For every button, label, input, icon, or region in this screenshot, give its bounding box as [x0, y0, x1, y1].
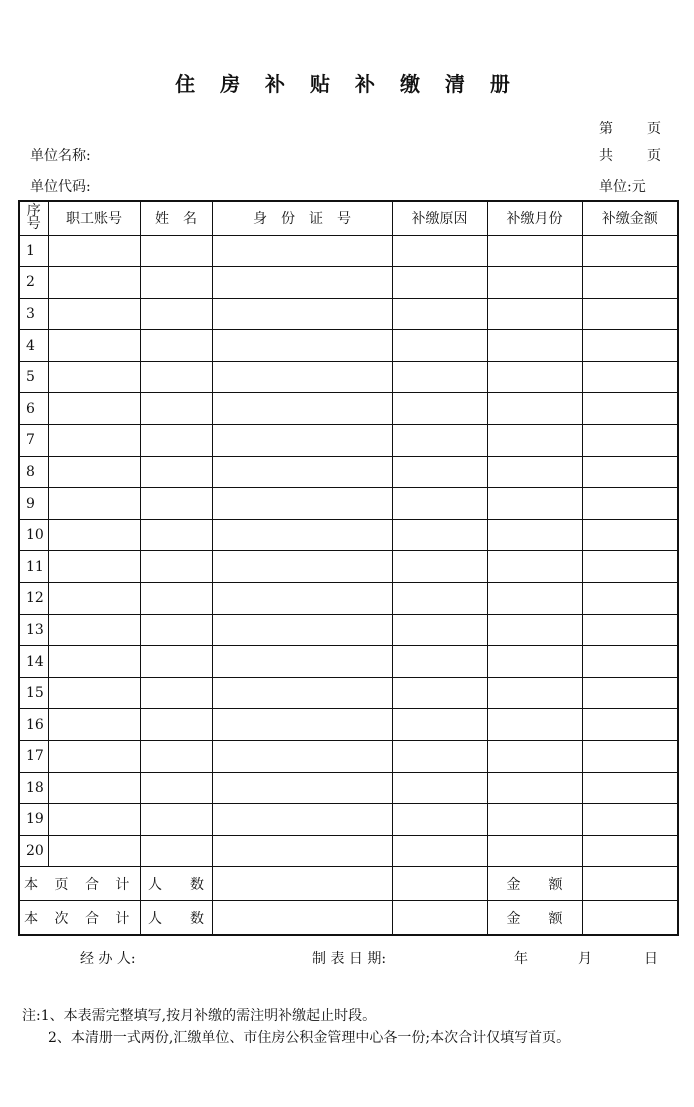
row-number: 15: [19, 677, 48, 709]
row-number: 7: [19, 425, 48, 457]
account-cell[interactable]: [48, 583, 140, 615]
account-cell[interactable]: [48, 551, 140, 583]
total-pages-suffix: 页: [647, 148, 661, 164]
month-cell[interactable]: [487, 361, 582, 393]
count-label-char-1: 人: [148, 910, 162, 927]
this-total-amount-label: [487, 901, 582, 935]
row-number: 20: [19, 835, 48, 867]
row-number: 14: [19, 646, 48, 678]
id-number-cell[interactable]: [212, 361, 392, 393]
name-cell[interactable]: [140, 709, 212, 741]
this-total-amount-cell[interactable]: [582, 901, 678, 935]
amount-cell[interactable]: [582, 330, 678, 362]
month-cell[interactable]: [487, 741, 582, 773]
table-row: [19, 267, 678, 299]
id-number-cell[interactable]: [212, 456, 392, 488]
id-number-cell[interactable]: [212, 583, 392, 615]
name-cell[interactable]: [140, 614, 212, 646]
name-cell[interactable]: [140, 393, 212, 425]
amount-cell[interactable]: [582, 488, 678, 520]
amount-cell[interactable]: [582, 614, 678, 646]
account-cell[interactable]: [48, 614, 140, 646]
amount-cell[interactable]: [582, 741, 678, 773]
note-line-1: 注:1、本表需完整填写,按月补缴的需注明补缴起止时段。: [22, 1008, 377, 1024]
table-row: [19, 235, 678, 267]
account-cell[interactable]: [48, 488, 140, 520]
table-row: [19, 741, 678, 773]
account-cell[interactable]: [48, 298, 140, 330]
name-cell[interactable]: [140, 772, 212, 804]
name-cell[interactable]: [140, 456, 212, 488]
page-total-blank-cell: [392, 867, 487, 901]
handler-label: 经 办 人:: [80, 951, 136, 967]
table-row: [19, 519, 678, 551]
id-number-cell[interactable]: [212, 614, 392, 646]
amount-cell[interactable]: [582, 709, 678, 741]
name-cell[interactable]: [140, 804, 212, 836]
date-label: 制 表 日 期:: [312, 951, 387, 967]
account-cell[interactable]: [48, 456, 140, 488]
row-number: 18: [19, 772, 48, 804]
row-number: 6: [19, 393, 48, 425]
table-row: [19, 804, 678, 836]
row-number: 12: [19, 583, 48, 615]
month-cell[interactable]: [487, 804, 582, 836]
table-row: [19, 330, 678, 362]
month-cell[interactable]: [487, 425, 582, 457]
id-number-cell[interactable]: [212, 235, 392, 267]
row-number: 16: [19, 709, 48, 741]
table-row: [19, 393, 678, 425]
reason-cell[interactable]: [392, 677, 487, 709]
row-number: 19: [19, 804, 48, 836]
column-header-amount: 补缴金额: [582, 201, 678, 235]
month-cell[interactable]: [487, 551, 582, 583]
account-cell[interactable]: [48, 709, 140, 741]
page-total-count-cell[interactable]: [212, 867, 392, 901]
column-header-account: 职工账号: [48, 201, 140, 235]
table-row: [19, 614, 678, 646]
reason-cell[interactable]: [392, 583, 487, 615]
column-header-month: 补缴月份: [487, 201, 582, 235]
id-number-cell[interactable]: [212, 804, 392, 836]
amount-label-char-1: 金: [506, 876, 521, 893]
reason-cell[interactable]: [392, 614, 487, 646]
supplement-register-table: [18, 200, 679, 936]
id-number-cell[interactable]: [212, 267, 392, 299]
reason-cell[interactable]: [392, 235, 487, 267]
account-cell[interactable]: [48, 519, 140, 551]
reason-cell[interactable]: [392, 519, 487, 551]
month-cell[interactable]: [487, 614, 582, 646]
table-row: [19, 425, 678, 457]
account-cell[interactable]: [48, 361, 140, 393]
row-number: 9: [19, 488, 48, 520]
column-header-id-number: 身 份 证 号: [212, 201, 392, 235]
reason-cell[interactable]: [392, 646, 487, 678]
amount-label-char-1: 金: [506, 910, 521, 927]
account-cell[interactable]: [48, 267, 140, 299]
account-cell[interactable]: [48, 393, 140, 425]
name-cell[interactable]: [140, 583, 212, 615]
amount-cell[interactable]: [582, 393, 678, 425]
account-cell[interactable]: [48, 804, 140, 836]
id-number-cell[interactable]: [212, 488, 392, 520]
reason-cell[interactable]: [392, 835, 487, 867]
month-cell[interactable]: [487, 835, 582, 867]
page-total-label: 本 页 合 计: [19, 867, 140, 901]
id-number-cell[interactable]: [212, 298, 392, 330]
day-label: 日: [644, 951, 658, 967]
table-row: [19, 646, 678, 678]
row-number: 4: [19, 330, 48, 362]
row-number: 11: [19, 551, 48, 583]
name-cell[interactable]: [140, 330, 212, 362]
name-cell[interactable]: [140, 425, 212, 457]
id-number-cell[interactable]: [212, 330, 392, 362]
month-cell[interactable]: [487, 235, 582, 267]
page-number-label: 第: [599, 121, 613, 137]
column-header-name: 姓 名: [140, 201, 212, 235]
this-total-blank-cell: [392, 901, 487, 935]
account-cell[interactable]: [48, 330, 140, 362]
month-label: 月: [578, 951, 592, 967]
row-number: 3: [19, 298, 48, 330]
name-cell[interactable]: [140, 267, 212, 299]
month-cell[interactable]: [487, 267, 582, 299]
amount-cell[interactable]: [582, 646, 678, 678]
month-cell[interactable]: [487, 519, 582, 551]
unit-code-label: 单位代码:: [30, 179, 91, 195]
table-row: [19, 488, 678, 520]
table-row: [19, 456, 678, 488]
name-cell[interactable]: [140, 361, 212, 393]
account-cell[interactable]: [48, 772, 140, 804]
row-number: 2: [19, 267, 48, 299]
month-cell[interactable]: [487, 393, 582, 425]
amount-cell[interactable]: [582, 235, 678, 267]
reason-cell[interactable]: [392, 772, 487, 804]
table-row: [19, 835, 678, 867]
month-cell[interactable]: [487, 330, 582, 362]
month-cell[interactable]: [487, 709, 582, 741]
column-header-reason: 补缴原因: [392, 201, 487, 235]
id-number-cell[interactable]: [212, 519, 392, 551]
table-row: [19, 583, 678, 615]
reason-cell[interactable]: [392, 551, 487, 583]
page-total-amount-label: [487, 867, 582, 901]
month-cell[interactable]: [487, 456, 582, 488]
this-total-count-cell[interactable]: [212, 901, 392, 935]
table-row: [19, 709, 678, 741]
amount-label-char-2: 额: [548, 910, 563, 927]
reason-cell[interactable]: [392, 393, 487, 425]
table-header-row: [19, 201, 678, 235]
id-number-cell[interactable]: [212, 425, 392, 457]
month-cell[interactable]: [487, 772, 582, 804]
account-cell[interactable]: [48, 835, 140, 867]
amount-cell[interactable]: [582, 298, 678, 330]
month-cell[interactable]: [487, 677, 582, 709]
page-total-count-label: [140, 867, 212, 901]
month-cell[interactable]: [487, 298, 582, 330]
month-cell[interactable]: [487, 488, 582, 520]
id-number-cell[interactable]: [212, 709, 392, 741]
currency-unit-label: 单位:元: [599, 179, 646, 195]
reason-cell[interactable]: [392, 741, 487, 773]
month-cell[interactable]: [487, 646, 582, 678]
account-cell[interactable]: [48, 677, 140, 709]
amount-label-char-2: 额: [548, 876, 563, 893]
id-number-cell[interactable]: [212, 393, 392, 425]
id-number-cell[interactable]: [212, 835, 392, 867]
account-cell[interactable]: [48, 741, 140, 773]
amount-cell[interactable]: [582, 267, 678, 299]
name-cell[interactable]: [140, 551, 212, 583]
name-cell[interactable]: [140, 298, 212, 330]
name-cell[interactable]: [140, 646, 212, 678]
form-title: 住 房 补 贴 补 缴 清 册: [175, 72, 519, 96]
count-label-char-1: 人: [148, 876, 162, 893]
this-total-label: 本 次 合 计: [19, 901, 140, 935]
account-cell[interactable]: [48, 235, 140, 267]
amount-cell[interactable]: [582, 425, 678, 457]
table-row: [19, 361, 678, 393]
unit-name-label: 单位名称:: [30, 148, 91, 164]
name-cell[interactable]: [140, 741, 212, 773]
table-row: [19, 772, 678, 804]
reason-cell[interactable]: [392, 330, 487, 362]
reason-cell[interactable]: [392, 298, 487, 330]
name-cell[interactable]: [140, 488, 212, 520]
table-body: [19, 235, 678, 867]
table-row: [19, 677, 678, 709]
id-number-cell[interactable]: [212, 772, 392, 804]
amount-cell[interactable]: [582, 519, 678, 551]
id-number-cell[interactable]: [212, 551, 392, 583]
page-total-row: [19, 867, 678, 901]
reason-cell[interactable]: [392, 267, 487, 299]
this-total-count-label: [140, 901, 212, 935]
row-number: 5: [19, 361, 48, 393]
total-pages-label: 共: [599, 148, 613, 164]
amount-cell[interactable]: [582, 583, 678, 615]
amount-cell[interactable]: [582, 835, 678, 867]
reason-cell[interactable]: [392, 488, 487, 520]
account-cell[interactable]: [48, 646, 140, 678]
table-row: [19, 551, 678, 583]
page-number-suffix: 页: [647, 121, 661, 137]
reason-cell[interactable]: [392, 361, 487, 393]
name-cell[interactable]: [140, 519, 212, 551]
row-number: 17: [19, 741, 48, 773]
column-header-seq: 序号: [19, 201, 48, 235]
reason-cell[interactable]: [392, 425, 487, 457]
year-label: 年: [514, 951, 528, 967]
row-number: 8: [19, 456, 48, 488]
id-number-cell[interactable]: [212, 646, 392, 678]
table-row: [19, 298, 678, 330]
account-cell[interactable]: [48, 425, 140, 457]
page-total-amount-cell[interactable]: [582, 867, 678, 901]
id-number-cell[interactable]: [212, 677, 392, 709]
amount-cell[interactable]: [582, 456, 678, 488]
note-line-2: 2、本清册一式两份,汇缴单位、市住房公积金管理中心各一份;本次合计仅填写首页。: [48, 1030, 571, 1046]
amount-cell[interactable]: [582, 677, 678, 709]
row-number: 10: [19, 519, 48, 551]
reason-cell[interactable]: [392, 709, 487, 741]
name-cell[interactable]: [140, 677, 212, 709]
row-number: 1: [19, 235, 48, 267]
amount-cell[interactable]: [582, 772, 678, 804]
reason-cell[interactable]: [392, 804, 487, 836]
month-cell[interactable]: [487, 583, 582, 615]
reason-cell[interactable]: [392, 456, 487, 488]
name-cell[interactable]: [140, 835, 212, 867]
amount-cell[interactable]: [582, 361, 678, 393]
count-label-char-2: 数: [190, 910, 204, 927]
amount-cell[interactable]: [582, 804, 678, 836]
id-number-cell[interactable]: [212, 741, 392, 773]
name-cell[interactable]: [140, 235, 212, 267]
count-label-char-2: 数: [190, 876, 204, 893]
this-total-row: [19, 901, 678, 935]
amount-cell[interactable]: [582, 551, 678, 583]
row-number: 13: [19, 614, 48, 646]
